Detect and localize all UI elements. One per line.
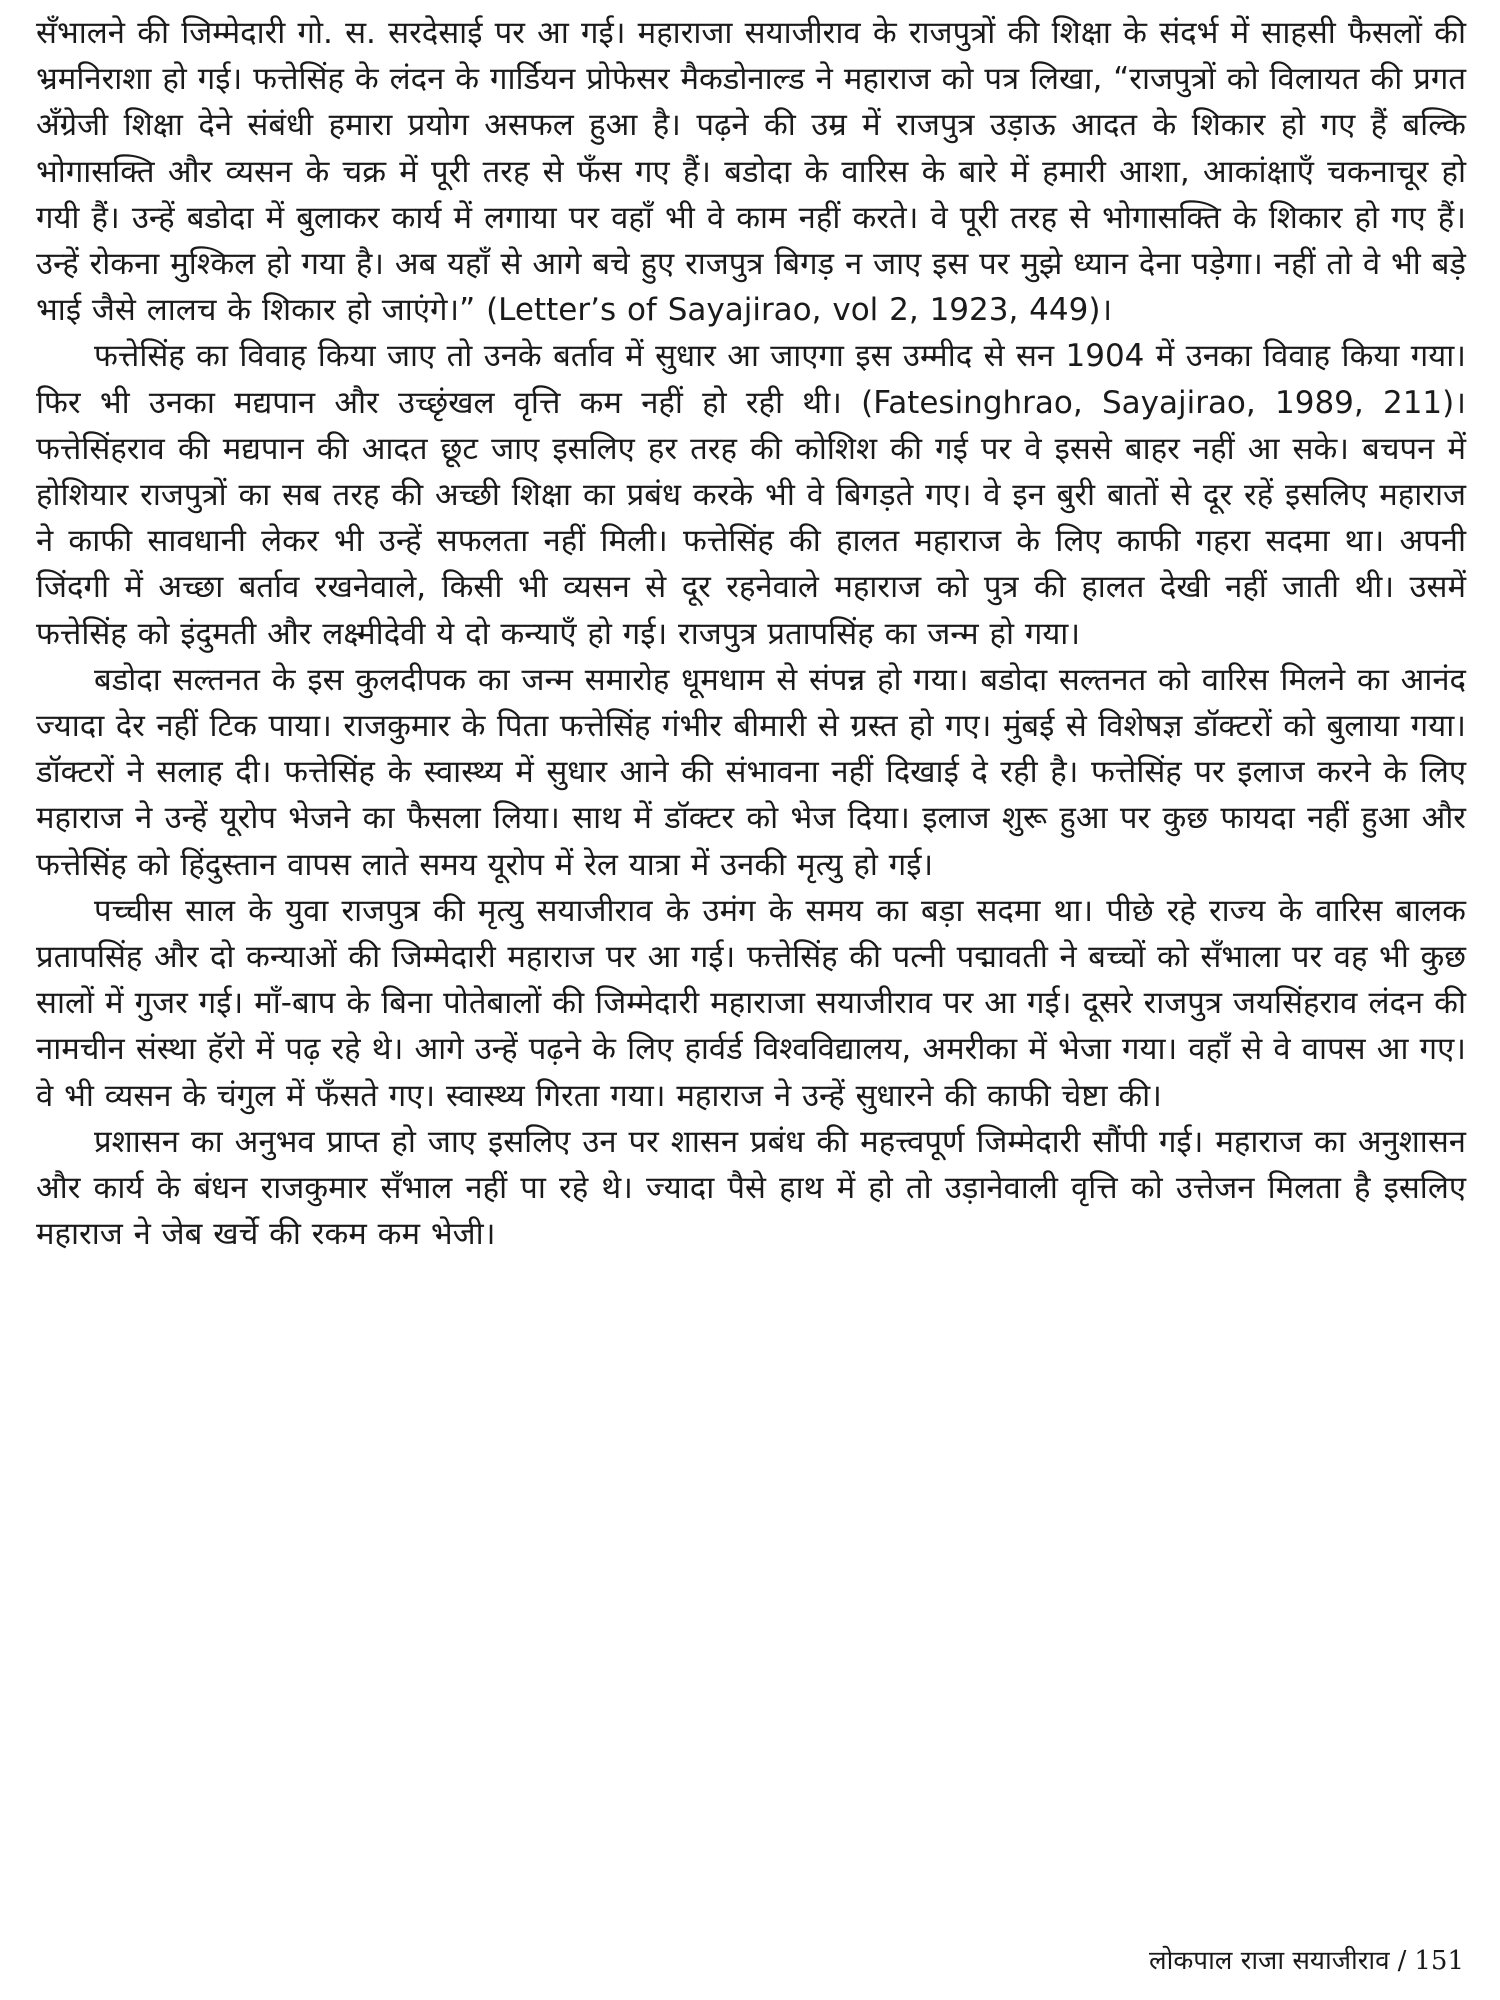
paragraph-5: प्रशासन का अनुभव प्राप्त हो जाए इसलिए उन पर शासन प्रबंध की महत्त्वपूर्ण जिम्मेदारी सौंपी गई। महाराज का अनुशासन और कार्य के बंधन राजकुमार सँभाल नहीं पा रहे थे। ज्यादा पैसे हाथ में हो तो उड़ानेवाली वृत्ति को उत्तेजन मिलता है इसलिए महाराज ने जेब खर्चे की रकम कम भेजी। bbox=[36, 1123, 1466, 1253]
paragraph-3: बडोदा सल्तनत के इस कुलदीपक का जन्म समारोह धूमधाम से संपन्न हो गया। बडोदा सल्तनत को वारिस मिलने का आनंद ज्यादा देर नहीं टिक पाया। राजकुमार के पिता फत्तेसिंह गंभीर बीमारी से ग्रस्त हो गए। मुंबई से विशेषज्ञ डॉक्टरों को बुलाया गया। डॉक्टरों ने सलाह दी। फत्तेसिंह के स्वास्थ्य में सुधार आने की संभावना नहीं दिखाई दे रही है। फत्तेसिंह पर इलाज करने के लिए महाराज ने उन्हें यूरोप भेजने का फैसला लिया। साथ में डॉक्टर को भेज दिया। इलाज शुरू हुआ पर कुछ फायदा नहीं हुआ और फत्तेसिंह को हिंदुस्तान वापस लाते समय यूरोप में रेल यात्रा में उनकी मृत्यु हो गई। bbox=[36, 661, 1466, 883]
footer-book-title: लोकपाल राजा सयाजीराव bbox=[1148, 1946, 1390, 1976]
paragraph-4: पच्चीस साल के युवा राजपुत्र की मृत्यु सयाजीराव के उमंग के समय का बड़ा सदमा था। पीछे रहे राज्य के वारिस बालक प्रतापसिंह और दो कन्याओं की जिम्मेदारी महाराज पर आ गई। फत्तेसिंह की पत्नी पद्मावती ने बच्चों को सँभाला पर वह भी कुछ सालों में गुजर गई। माँ-बाप के बिना पोतेबालों की जिम्मेदारी महाराजा सयाजीराव पर आ गई। दूसरे राजपुत्र जयसिंहराव लंदन की नामचीन संस्था हॅरो में पढ़ रहे थे। आगे उन्हें पढ़ने के लिए हार्वर्ड विश्वविद्यालय, अमरीका में भेजा गया। वहाँ से वे वापस आ गए। वे भी व्यसन के चंगुल में फँसते गए। स्वास्थ्य गिरता गया। महाराज ने उन्हें सुधारने की काफी चेष्टा की। bbox=[36, 892, 1466, 1114]
paragraph-1: सँभालने की जिम्मेदारी गो. स. सरदेसाई पर आ गई। महाराजा सयाजीराव के राजपुत्रों की शिक्षा के संदर्भ में साहसी फैसलों की भ्रमनिराशा हो गई। फत्तेसिंह के लंदन के गार्डियन प्रोफेसर मैकडोनाल्ड ने महाराज को पत्र लिखा, “राजपुत्रों को विलायत की प्रगत अँग्रेजी शिक्षा देने संबंधी हमारा प्रयोग असफल हुआ है। पढ़ने की उम्र में राजपुत्र उड़ाऊ आदत के शिकार हो गए हैं बल्कि भोगासक्ति और व्यसन के चक्र में पूरी तरह से फँस गए हैं। बडोदा के वारिस के बारे में हमारी आशा, आकांक्षाएँ चकनाचूर हो गयी हैं। उन्हें बडोदा में बुलाकर कार्य में लगाया पर वहाँ भी वे काम नहीं करते। वे पूरी तरह से भोगासक्ति के शिकार हो गए हैं। उन्हें रोकना मुश्किल हो गया है। अब यहाँ से आगे बचे हुए राजपुत्र बिगड़ न जाए इस पर मुझे ध्यान देना पड़ेगा। नहीं तो वे भी बड़े भाई जैसे लालच के शिकार हो जाएंगे।” (Letter’s of Sayajirao, vol 2, 1923, 449)। bbox=[36, 15, 1466, 329]
page-number: 151 bbox=[1414, 1946, 1464, 1976]
footer-separator: / bbox=[1397, 1946, 1407, 1976]
page-body bbox=[36, 10, 1466, 1257]
page-footer bbox=[1149, 1944, 1464, 1978]
paragraph-2: फत्तेसिंह का विवाह किया जाए तो उनके बर्ताव में सुधार आ जाएगा इस उम्मीद से सन 1904 में उनका विवाह किया गया। फिर भी उनका मद्यपान और उच्छृंखल वृत्ति कम नहीं हो रही थी। (Fatesinghrao, Sayajirao, 1989, 211)। फत्तेसिंहराव की मद्यपान की आदत छूट जाए इसलिए हर तरह की कोशिश की गई पर वे इससे बाहर नहीं आ सके। बचपन में होशियार राजपुत्रों का सब तरह की अच्छी शिक्षा का प्रबंध करके भी वे बिगड़ते गए। वे इन बुरी बातों से दूर रहें इसलिए महाराज ने काफी सावधानी लेकर भी उन्हें सफलता नहीं मिली। फत्तेसिंह की हालत महाराज के लिए काफी गहरा सदमा था। अपनी जिंदगी में अच्छा बर्ताव रखनेवाले, किसी भी व्यसन से दूर रहनेवाले महाराज को पुत्र की हालत देखी नहीं जाती थी। उसमें फत्तेसिंह को इंदुमती और लक्ष्मीदेवी ये दो कन्याएँ हो गई। राजपुत्र प्रतापसिंह का जन्म हो गया। bbox=[36, 338, 1466, 652]
